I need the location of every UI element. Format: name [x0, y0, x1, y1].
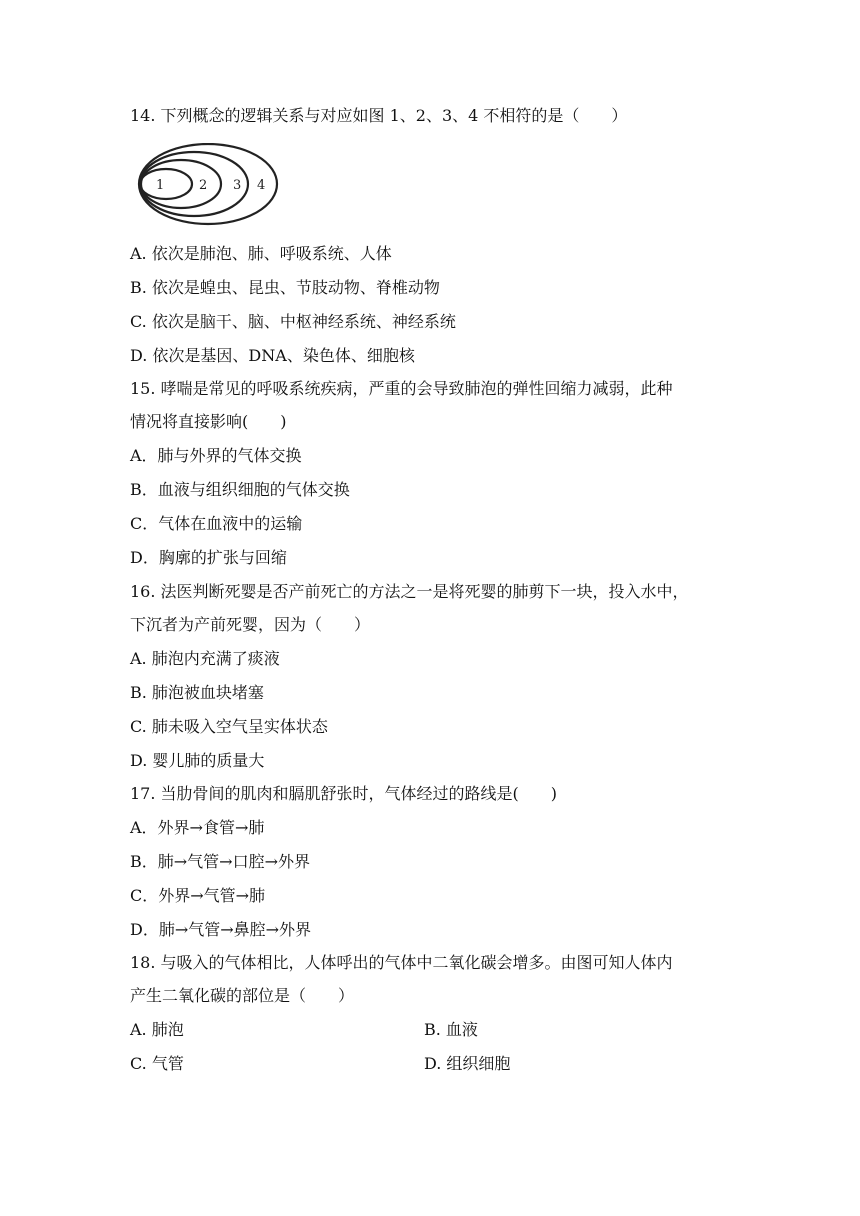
q14-stem: 14. 下列概念的逻辑关系与对应如图 1、2、3、4 不相符的是（ ） [130, 106, 628, 125]
nested-ellipses-figure [136, 143, 280, 229]
label-2: 2 [199, 178, 208, 193]
ellipse-1 [140, 169, 192, 199]
q18-option-d: D. 组织细胞 [424, 1054, 511, 1073]
q17-option-d: D．肺→气管→鼻腔→外界 [130, 920, 312, 939]
q17-option-c: C．外界→气管→肺 [130, 886, 266, 905]
q16-option-d: D. 婴儿肺的质量大 [130, 751, 265, 770]
label-3: 3 [233, 178, 242, 193]
q15-option-d: D．胸廓的扩张与回缩 [130, 548, 287, 567]
label-4: 4 [257, 178, 266, 193]
q16-option-a: A. 肺泡内充满了痰液 [130, 649, 280, 668]
q18-option-c: C. 气管 [130, 1054, 184, 1073]
q14-option-d: D. 依次是基因、DNA、染色体、细胞核 [130, 346, 415, 365]
q18-option-a: A. 肺泡 [130, 1020, 184, 1039]
q17-option-a: A．外界→食管→肺 [130, 818, 265, 837]
label-1: 1 [156, 178, 165, 193]
q14-option-c: C. 依次是脑干、脑、中枢神经系统、神经系统 [130, 312, 456, 331]
q16-stem-line2: 下沉者为产前死婴，因为（ ） [130, 615, 371, 634]
q14-option-a: A. 依次是肺泡、肺、呼吸系统、人体 [130, 244, 392, 263]
q16-option-c: C. 肺未吸入空气呈实体状态 [130, 717, 328, 736]
q15-stem-line1: 15. 哮喘是常见的呼吸系统疾病，严重的会导致肺泡的弹性回缩力减弱，此种 [130, 379, 673, 398]
q15-option-a: A．肺与外界的气体交换 [130, 446, 302, 465]
q18-stem-line2: 产生二氧化碳的部位是（ ） [130, 986, 355, 1005]
q15-stem-line2: 情况将直接影响( ) [130, 412, 287, 431]
q17-stem: 17. 当肋骨间的肌肉和膈肌舒张时，气体经过的路线是( ) [130, 784, 558, 803]
q15-option-b: B．血液与组织细胞的气体交换 [130, 480, 350, 499]
q14-option-b: B. 依次是蝗虫、昆虫、节肢动物、脊椎动物 [130, 278, 440, 297]
q17-option-b: B．肺→气管→口腔→外界 [130, 852, 310, 871]
q16-stem-line1: 16. 法医判断死婴是否产前死亡的方法之一是将死婴的肺剪下一块，投入水中， [130, 582, 689, 601]
q18-stem-line1: 18. 与吸入的气体相比，人体呼出的气体中二氧化碳会增多。由图可知人体内 [130, 953, 673, 972]
q18-option-b: B. 血液 [424, 1020, 478, 1039]
ellipse-2 [141, 160, 221, 208]
q15-option-c: C．气体在血液中的运输 [130, 514, 303, 533]
q16-option-b: B. 肺泡被血块堵塞 [130, 683, 264, 702]
